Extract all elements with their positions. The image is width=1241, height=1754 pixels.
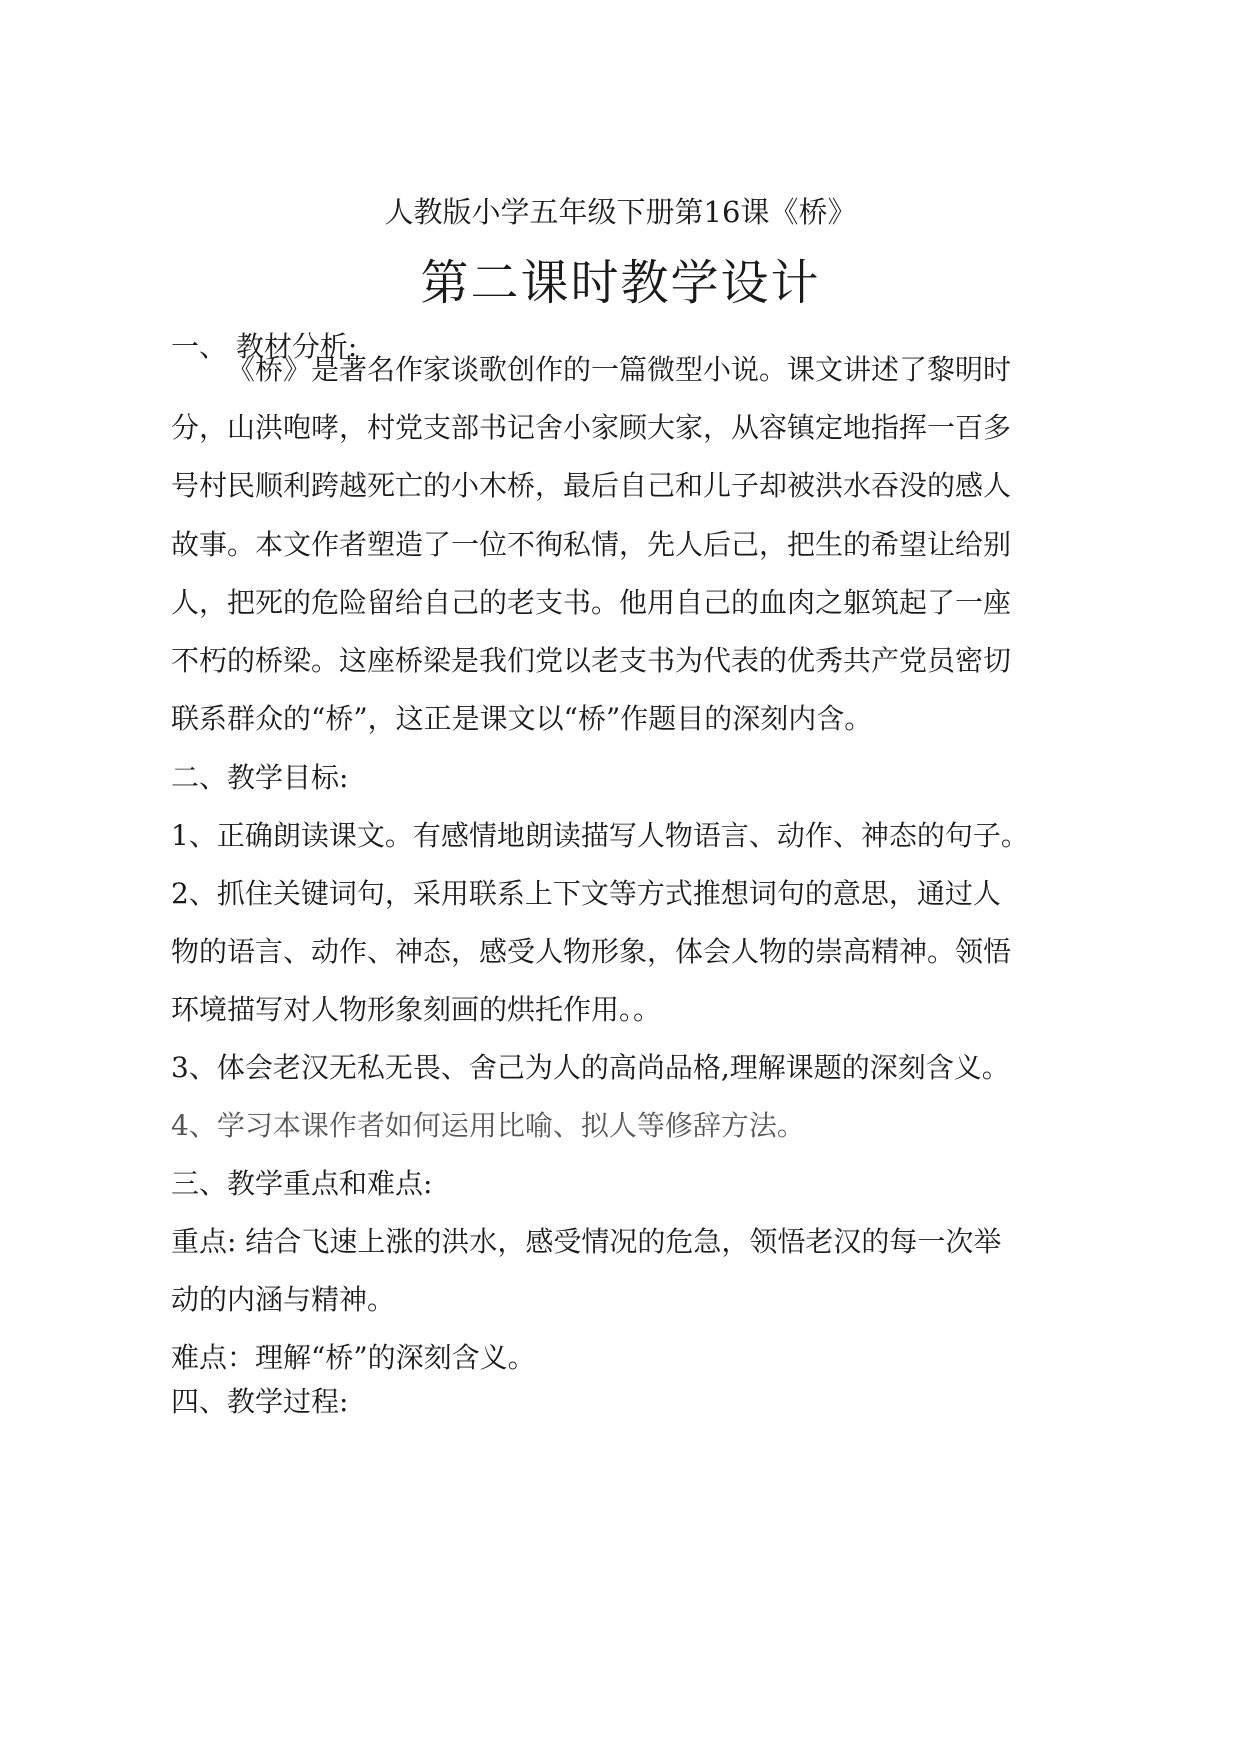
difficulty-line: 难点：理解“桥”的深刻含义。 [171,1341,536,1374]
key-point-line: 动的内涵与精神。 [171,1283,396,1316]
paragraph-line: 人，把死的危险留给自己的老支书。他用自己的血肉之躯筑起了一座 [171,586,1012,619]
section-heading-2: 二、教学目标: [171,761,349,794]
section-heading-1: 一、 教材分析: [171,330,358,363]
paragraph-line: 联系群众的“桥”，这正是课文以“桥”作题目的深刻内含。 [171,702,873,735]
paragraph-line: 《桥》是著名作家谈歌创作的一篇微型小说。课文讲述了黎明时 [227,353,1012,386]
paragraph-line: 故事。本文作者塑造了一位不徇私情，先人后己，把生的希望让给别 [171,528,1012,561]
goal-line: 3、体会老汉无私无畏、舍己为人的高尚品格,理解课题的深刻含义。 [171,1051,1010,1084]
section-heading-3: 三、教学重点和难点: [171,1167,433,1200]
goal-line: 2、抓住关键词句，采用联系上下文等方式推想词句的意思，通过人 [171,877,1001,910]
section-heading-4: 四、教学过程: [171,1385,349,1418]
goal-line: 4、学习本课作者如何运用比喻、拟人等修辞方法。 [171,1109,805,1142]
goal-line: 环境描写对人物形象刻画的烘托作用。。 [171,993,662,1026]
goal-line: 物的语言、动作、神态，感受人物形象，体会人物的崇高精神。领悟 [171,935,1012,968]
paragraph-line: 不朽的桥梁。这座桥梁是我们党以老支书为代表的优秀共产党员密切 [171,644,1012,677]
paragraph-line: 号村民顺利跨越死亡的小木桥，最后自己和儿子却被洪水吞没的感人 [171,469,1012,502]
key-point-line: 重点: 结合飞速上涨的洪水，感受情况的危急，领悟老汉的每一次举 [171,1225,1002,1258]
paragraph-line: 分，山洪咆哮，村党支部书记舍小家顾大家，从容镇定地指挥一百多 [171,411,1012,444]
goal-line: 1、正确朗读课文。有感情地朗读描写人物语言、动作、神态的句子。 [171,819,1029,852]
document-subtitle: 人教版小学五年级下册第16课《桥》 [384,195,857,229]
document-title: 第二课时教学设计 [420,255,821,311]
